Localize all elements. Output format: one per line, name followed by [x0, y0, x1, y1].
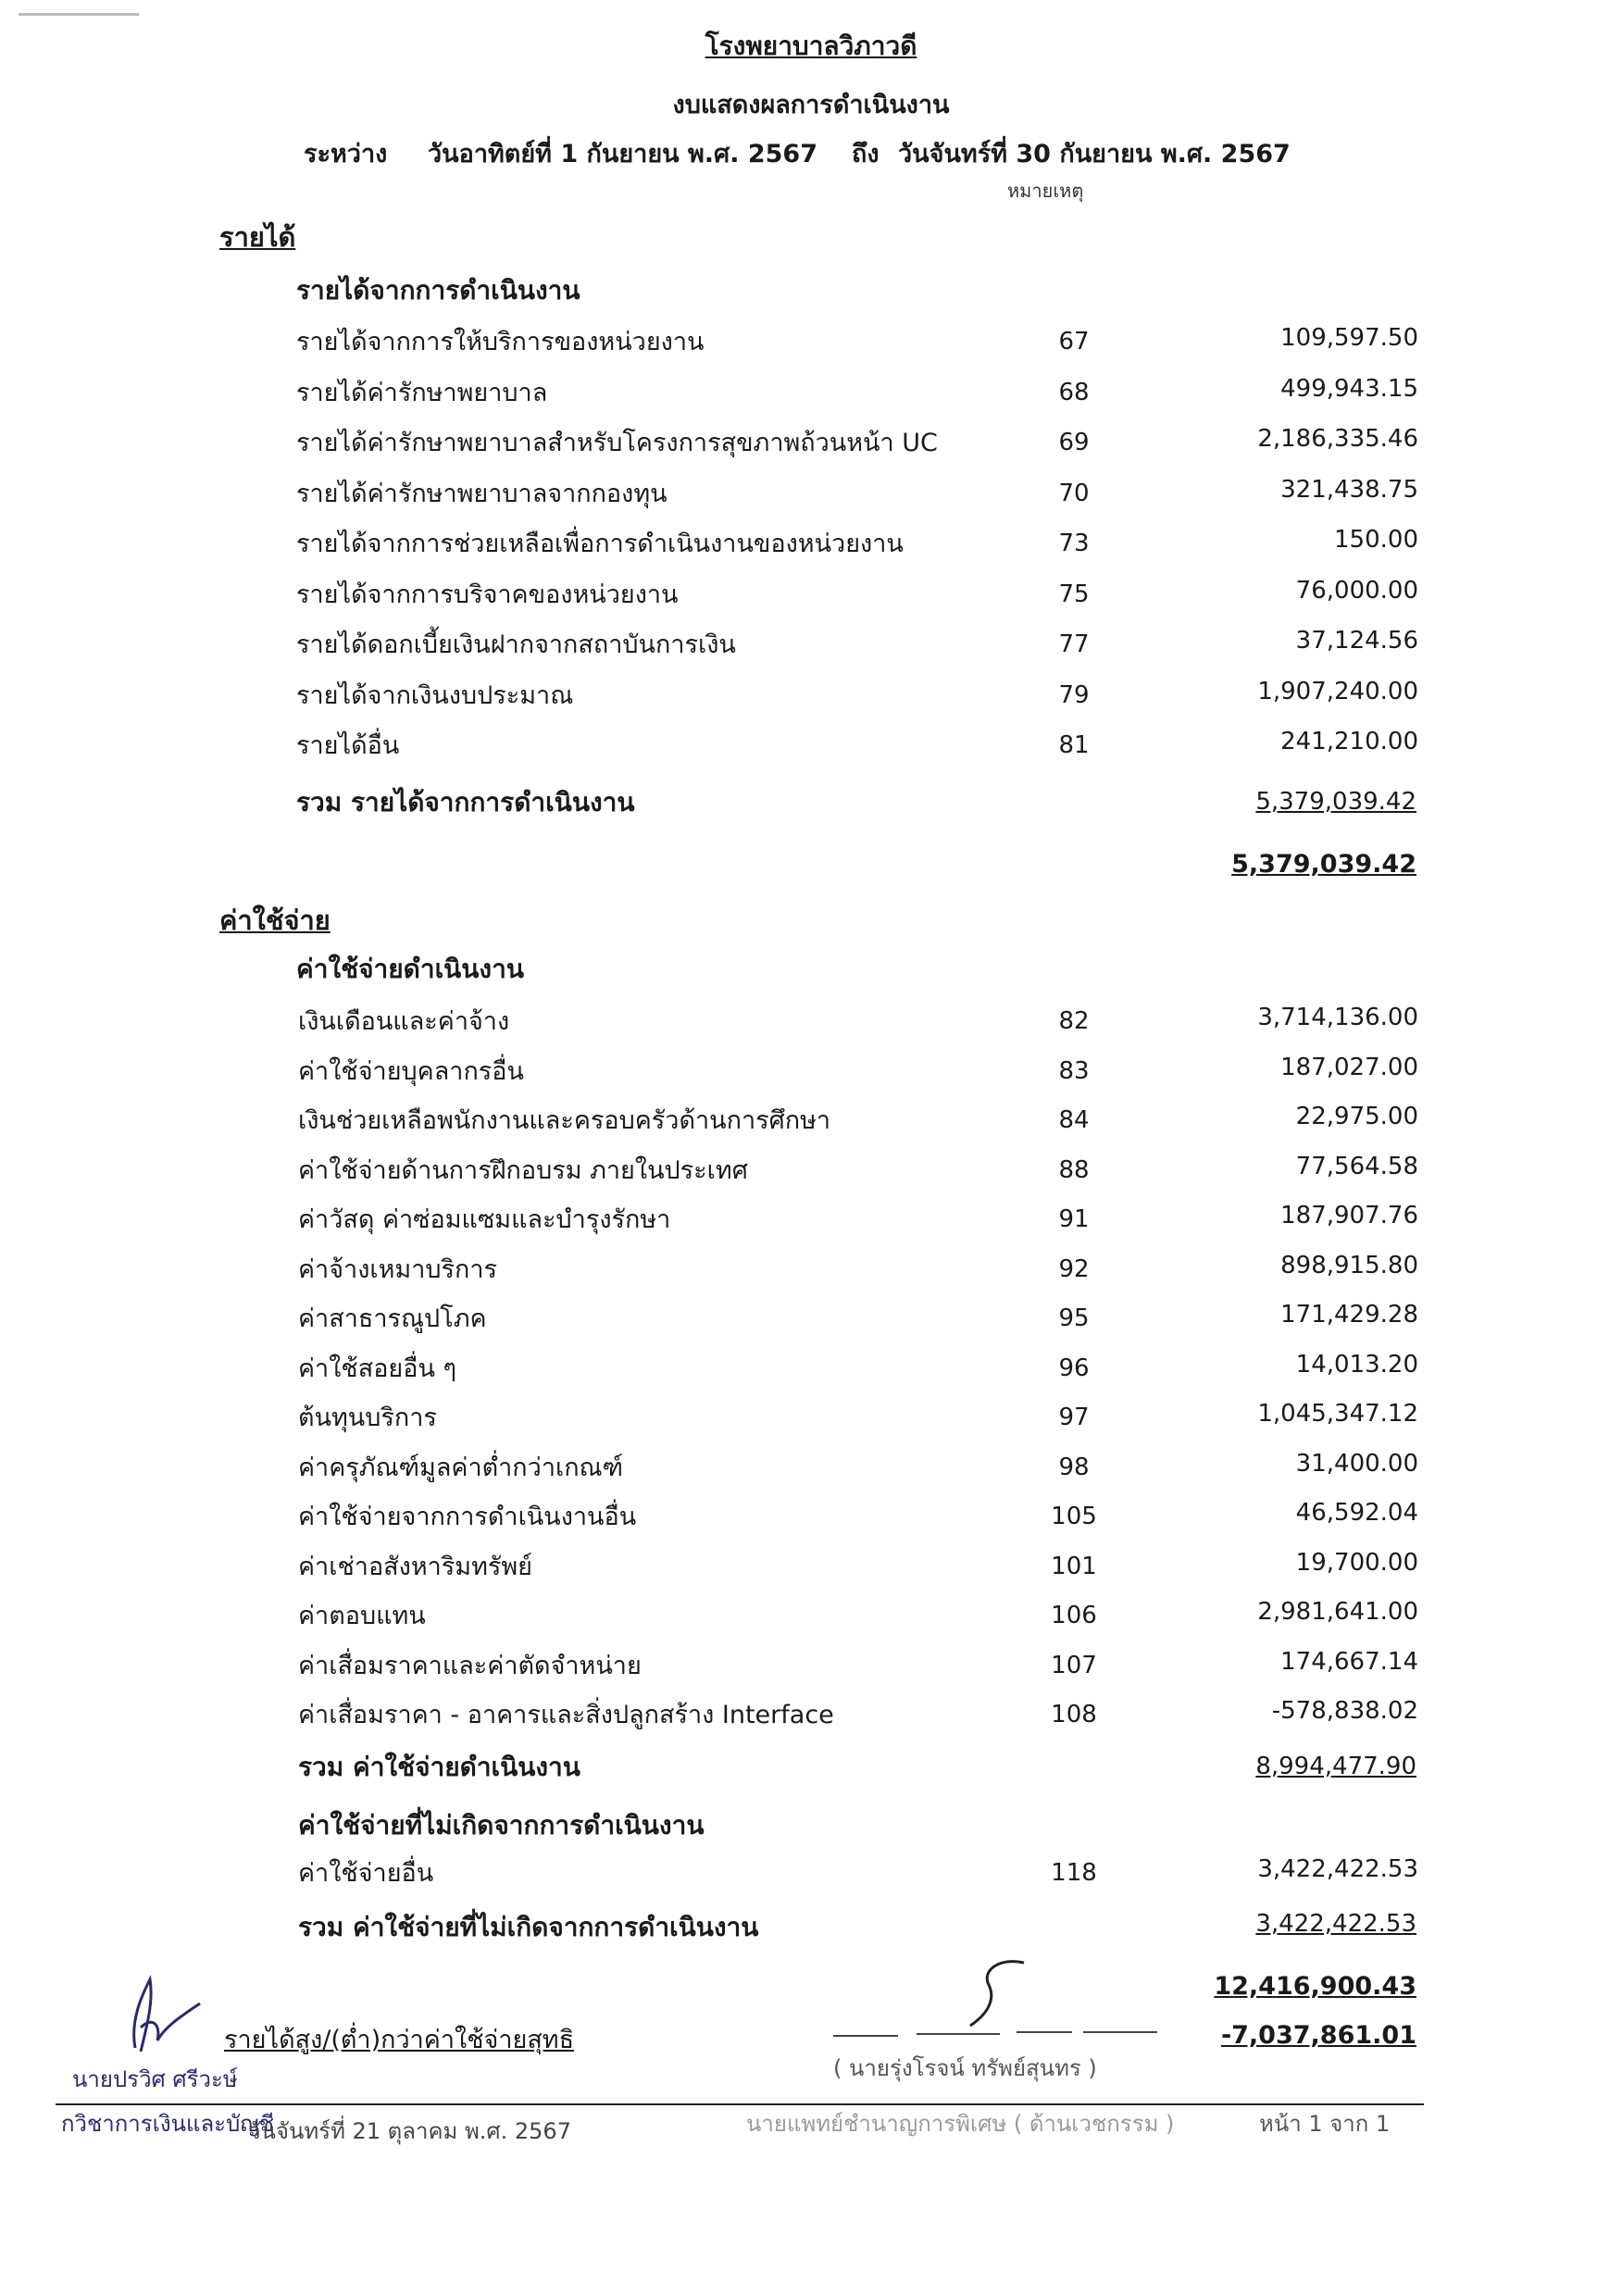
row-note: 106: [1051, 1602, 1097, 1629]
row-label: ค่าเสื่อมราคาและค่าตัดจำหน่าย: [298, 1651, 642, 1680]
row-label: รายได้จากการให้บริการของหน่วยงาน: [296, 328, 705, 356]
row-amount: 37,124.56: [1295, 627, 1418, 655]
row-label: รายได้ค่ารักษาพยาบาล: [296, 378, 548, 407]
row-note: 67: [1058, 328, 1090, 356]
right-signer-name: ( นายรุ่งโรจน์ ทรัพย์สุนทร ): [833, 2055, 1097, 2081]
row-amount: 187,907.76: [1280, 1202, 1418, 1229]
row-label: ค่าสาธารณูปโภค: [298, 1304, 487, 1333]
right-signature: [944, 1953, 1055, 2037]
row-label: เงินเดือนและค่าจ้าง: [298, 1007, 510, 1036]
period-prefix: ระหว่าง: [304, 140, 388, 168]
row-amount: 187,027.00: [1280, 1053, 1418, 1081]
expense-total-amount: 8,994,477.90: [1255, 1753, 1416, 1780]
left-signer-name: นายปรวิศ ศรีวะษ์: [72, 2066, 238, 2092]
row-amount: 77,564.58: [1295, 1152, 1418, 1180]
period-join: ถึง: [852, 140, 880, 168]
statement-title: งบแสดงผลการดำเนินงาน: [672, 91, 950, 119]
row-note: 108: [1051, 1701, 1097, 1728]
expense-grand-total: 12,416,900.43: [1214, 1972, 1416, 2001]
row-note: 88: [1058, 1155, 1090, 1184]
revenue-total-label: รวม รายได้จากการดำเนินงาน: [296, 787, 635, 817]
period-end: วันจันทร์ที่ 30 กันยายน พ.ศ. 2567: [898, 140, 1291, 168]
row-amount: 1,045,347.12: [1257, 1400, 1418, 1428]
row-note: 107: [1051, 1651, 1097, 1679]
row-note: 84: [1058, 1106, 1090, 1134]
row-label: ค่าเสื่อมราคา - อาคารและสิ่งปลูกสร้าง Interface: [298, 1701, 834, 1729]
row-note: 101: [1051, 1552, 1097, 1580]
row-label: รายได้จากการบริจาคของหน่วยงาน: [296, 580, 679, 609]
row-label: รายได้ดอกเบี้ยเงินฝากจากสถาบันการเงิน: [296, 630, 736, 659]
row-label: ค่าเช่าอสังหาริมทรัพย์: [298, 1552, 532, 1581]
row-note: 97: [1058, 1404, 1090, 1431]
row-label: ค่าใช้จ่ายจากการดำเนินงานอื่น: [298, 1503, 637, 1531]
row-note: 79: [1058, 680, 1090, 709]
row-label: รายได้ค่ารักษาพยาบาลจากกองทุน: [296, 479, 668, 508]
row-amount: -578,838.02: [1271, 1697, 1418, 1725]
row-label: ค่าตอบแทน: [298, 1602, 426, 1630]
row-label: ค่าครุภัณฑ์มูลค่าต่ำกว่าเกณฑ์: [298, 1453, 624, 1482]
row-label: รายได้จากการช่วยเหลือเพื่อการดำเนินงานของหน่วยงาน: [296, 530, 904, 558]
nonop-total-label: รวม ค่าใช้จ่ายที่ไม่เกิดจากการดำเนินงาน: [298, 1912, 759, 1942]
footer-rule: [56, 2103, 1424, 2105]
row-amount: 1,907,240.00: [1257, 677, 1418, 705]
revenue-total-amount: 5,379,039.42: [1255, 788, 1416, 816]
row-label: ค่าใช้สอยอื่น ๆ: [298, 1354, 457, 1383]
row-amount: 499,943.15: [1280, 374, 1418, 403]
row-note: 91: [1058, 1205, 1090, 1233]
row-amount: 109,597.50: [1280, 324, 1418, 352]
row-amount: 150.00: [1334, 526, 1418, 554]
row-label: ค่าใช้จ่ายบุคลากรอื่น: [298, 1056, 524, 1086]
row-note: 92: [1058, 1254, 1090, 1283]
row-label: รายได้อื่น: [296, 731, 400, 760]
row-note: 98: [1058, 1453, 1090, 1481]
row-note: 95: [1058, 1304, 1090, 1332]
scan-artifact: [19, 13, 139, 16]
hospital-title: โรงพยาบาลวิภาวดี: [705, 31, 917, 61]
row-label: ค่าใช้จ่ายอื่น: [298, 1859, 434, 1888]
nonop-group-title: ค่าใช้จ่ายที่ไม่เกิดจากการดำเนินงาน: [298, 1810, 705, 1841]
revenue-grand-total: 5,379,039.42: [1231, 850, 1416, 879]
row-amount: 19,700.00: [1295, 1548, 1418, 1577]
left-signature: [109, 1963, 220, 2065]
signature-line: [833, 2035, 898, 2037]
row-label: ค่าจ้างเหมาบริการ: [298, 1254, 498, 1284]
row-label: รายได้ค่ารักษาพยาบาลสำหรับโครงการสุขภาพถ้วนหน้า UC: [296, 429, 938, 457]
expense-section-title: ค่าใช้จ่าย: [219, 905, 331, 936]
net-result-label: รายได้สูง/(ต่ำ)กว่าค่าใช้จ่ายสุทธิ: [224, 2026, 575, 2054]
left-signer-title: กวิชาการเงินและบัญชี: [61, 2111, 275, 2137]
row-note: 118: [1051, 1859, 1097, 1887]
row-note: 69: [1058, 429, 1090, 456]
signature-line: [917, 2033, 1000, 2035]
page-number: หน้า 1 จาก 1: [1259, 2111, 1391, 2137]
row-note: 105: [1051, 1503, 1097, 1530]
row-amount: 171,429.28: [1280, 1301, 1418, 1329]
row-amount: 46,592.04: [1295, 1499, 1418, 1527]
signature-line: [1017, 2031, 1072, 2033]
row-label: ค่าใช้จ่ายด้านการฝึกอบรม ภายในประเทศ: [298, 1155, 748, 1185]
row-amount: 3,714,136.00: [1257, 1004, 1418, 1031]
row-label: รายได้จากเงินงบประมาณ: [296, 680, 574, 710]
row-label: เงินช่วยเหลือพนักงานและครอบครัวด้านการศึกษา: [298, 1106, 831, 1135]
period-start: วันอาทิตย์ที่ 1 กันยายน พ.ศ. 2567: [428, 140, 817, 168]
row-note: 96: [1058, 1354, 1090, 1382]
row-amount: 31,400.00: [1295, 1449, 1418, 1478]
row-note: 75: [1058, 580, 1090, 608]
note-column-header: หมายเหตุ: [1007, 180, 1084, 202]
row-note: 82: [1058, 1007, 1090, 1035]
row-amount: 2,981,641.00: [1257, 1598, 1418, 1626]
row-note: 73: [1058, 530, 1090, 557]
row-label: ค่าวัสดุ ค่าซ่อมแซมและบำรุงรักษา: [298, 1205, 671, 1234]
expense-group-title: ค่าใช้จ่ายดำเนินงาน: [296, 954, 524, 984]
row-amount: 2,186,335.46: [1257, 425, 1418, 453]
print-date: วันจันทร์ที่ 21 ตุลาคม พ.ศ. 2567: [248, 2118, 571, 2144]
row-amount: 241,210.00: [1280, 728, 1418, 755]
right-signer-title: นายแพทย์ชำนาญการพิเศษ ( ด้านเวชกรรม ): [746, 2111, 1175, 2137]
row-note: 81: [1058, 731, 1090, 759]
revenue-section-title: รายได้: [219, 221, 296, 253]
row-amount: 174,667.14: [1280, 1647, 1418, 1676]
row-amount: 321,438.75: [1280, 475, 1418, 504]
nonop-total-amount: 3,422,422.53: [1255, 1910, 1416, 1938]
net-result-amount: -7,037,861.01: [1220, 2021, 1416, 2050]
row-note: 77: [1058, 630, 1090, 658]
row-label: ต้นทุนบริการ: [298, 1404, 437, 1432]
row-amount: 898,915.80: [1280, 1251, 1418, 1279]
expense-total-label: รวม ค่าใช้จ่ายดำเนินงาน: [298, 1752, 580, 1782]
row-amount: 76,000.00: [1295, 576, 1418, 605]
revenue-group-title: รายได้จากการดำเนินงาน: [296, 275, 580, 306]
row-amount: 3,422,422.53: [1257, 1855, 1418, 1883]
signature-line: [1083, 2031, 1157, 2033]
row-note: 68: [1058, 378, 1090, 406]
row-note: 70: [1058, 479, 1090, 507]
row-amount: 14,013.20: [1295, 1350, 1418, 1379]
row-note: 83: [1058, 1056, 1090, 1085]
row-amount: 22,975.00: [1295, 1103, 1418, 1130]
